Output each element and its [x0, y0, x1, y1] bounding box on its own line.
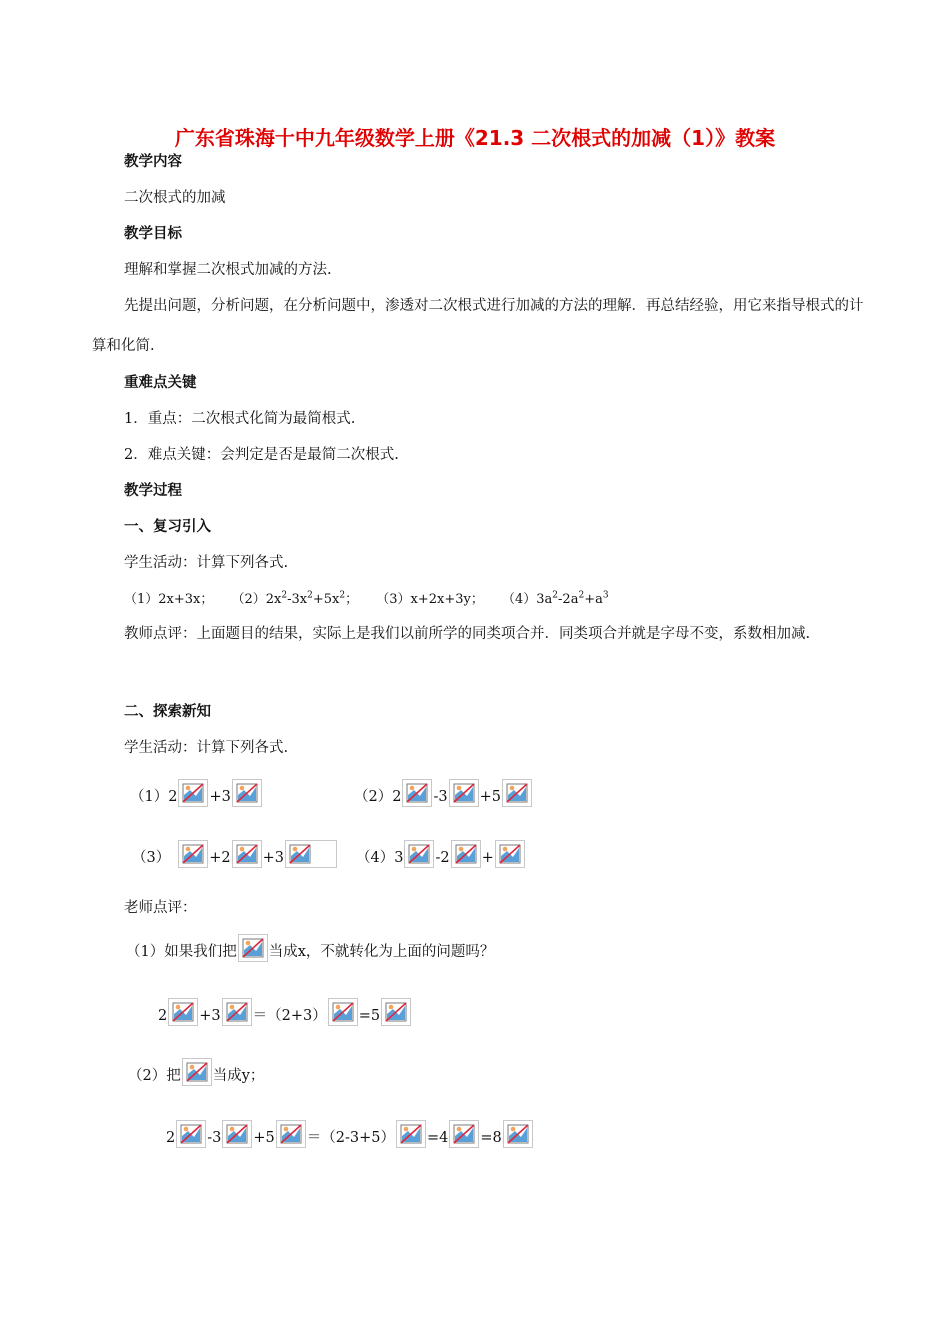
heading-process: 教学过程: [124, 483, 182, 499]
broken-image-icon: [328, 998, 358, 1026]
broken-image-glyph: [455, 844, 477, 864]
broken-image-icon: [232, 779, 262, 807]
broken-image-glyph: [453, 783, 475, 803]
broken-image-glyph: [506, 783, 528, 803]
explore-exercise-1: （1）2 +3: [130, 779, 263, 807]
review-exercise-2: $(2)2x^2-3x^2+5x^2$；: [231, 590, 359, 607]
broken-image-glyph: [507, 1124, 529, 1144]
broken-image-icon: [238, 934, 268, 962]
formula-2: 2 -3 +5 ＝（2-3+5） =4 =8: [166, 1120, 534, 1148]
page-title: 广东省珠海十中九年级数学上册《21.3 二次根式的加减（1）》教案: [174, 126, 776, 150]
broken-image-glyph: [289, 844, 311, 864]
goal-text-1: 理解和掌握二次根式加减的方法.: [124, 262, 332, 278]
broken-image-icon: [402, 779, 432, 807]
review-comment: 教师点评：上面题目的结果，实际上是我们以前所学的同类项合并．同类项合并就是字母不变，系数相加减.: [124, 626, 811, 642]
broken-image-icon: [178, 840, 208, 868]
content-text: 二次根式的加减: [124, 190, 226, 206]
broken-image-icon: [182, 1058, 212, 1086]
comment-2: （2）把 当成y；: [128, 1058, 264, 1086]
broken-image-icon: [276, 1120, 306, 1148]
broken-image-glyph: [180, 1124, 202, 1144]
key-point-2: 2．难点关键：会判定是否是最简二次根式.: [124, 447, 399, 463]
broken-image-icon: [381, 998, 411, 1026]
broken-image-icon: [495, 840, 525, 868]
broken-image-glyph: [400, 1124, 422, 1144]
broken-image-glyph: [332, 1002, 354, 1022]
key-point-1: 1．重点：二次根式化简为最简根式.: [124, 411, 356, 427]
broken-image-glyph: [453, 1124, 475, 1144]
broken-image-icon: [222, 1120, 252, 1148]
broken-image-icon: [178, 779, 208, 807]
broken-image-icon: [232, 840, 262, 868]
broken-image-icon: [396, 1120, 426, 1148]
review-exercise-3: （3）x+2x+3y；: [376, 592, 484, 607]
broken-image-icon: [168, 998, 198, 1026]
explore-exercise-2: （2）2 -3 +5: [354, 779, 533, 807]
teacher-comment: 老师点评：: [124, 900, 197, 916]
explore-exercise-4: （4）3 -2 +: [356, 840, 526, 868]
broken-image-icon: [222, 998, 252, 1026]
broken-image-glyph: [385, 1002, 407, 1022]
explore-exercise-3: （3） +2 +3: [132, 840, 338, 868]
broken-image-glyph: [226, 1002, 248, 1022]
heading-goal: 教学目标: [124, 226, 182, 242]
broken-image-glyph: [236, 783, 258, 803]
goal-text-2: 先提出问题，分析问题，在分析问题中，渗透对二次根式进行加减的方法的理解．再总结经验，用它来指导根式的计算和化简.: [92, 298, 864, 354]
formula-1: 2 +3 ＝（2+3） =5: [158, 998, 412, 1026]
broken-image-glyph: [406, 783, 428, 803]
broken-image-glyph: [172, 1002, 194, 1022]
broken-image-glyph: [499, 844, 521, 864]
review-exercise-1: （1）2x+3x；: [124, 592, 214, 607]
heading-content: 教学内容: [124, 154, 182, 170]
review-activity: 学生活动：计算下列各式.: [124, 555, 289, 571]
broken-image-glyph: [242, 938, 264, 958]
broken-image-icon: [176, 1120, 206, 1148]
broken-image-glyph: [182, 844, 204, 864]
broken-image-icon: [503, 1120, 533, 1148]
broken-image-icon: [285, 840, 337, 868]
broken-image-icon: [404, 840, 434, 868]
heading-review: 一、复习引入: [124, 519, 211, 535]
review-exercises: [124, 590, 609, 610]
broken-image-glyph: [182, 783, 204, 803]
review-exercise-4: $(4)3a^2-2a^2+a^3$: [502, 590, 609, 607]
broken-image-icon: [451, 840, 481, 868]
broken-image-glyph: [408, 844, 430, 864]
heading-explore: 二、探索新知: [124, 704, 211, 720]
broken-image-glyph: [236, 844, 258, 864]
explore-activity: 学生活动：计算下列各式.: [124, 740, 289, 756]
broken-image-glyph: [186, 1062, 208, 1082]
broken-image-icon: [502, 779, 532, 807]
broken-image-icon: [449, 1120, 479, 1148]
broken-image-glyph: [280, 1124, 302, 1144]
broken-image-glyph: [226, 1124, 248, 1144]
heading-key-points: 重难点关键: [124, 375, 197, 391]
comment-1: （1）如果我们把 当成x，不就转化为上面的问题吗？: [126, 934, 494, 962]
broken-image-icon: [449, 779, 479, 807]
